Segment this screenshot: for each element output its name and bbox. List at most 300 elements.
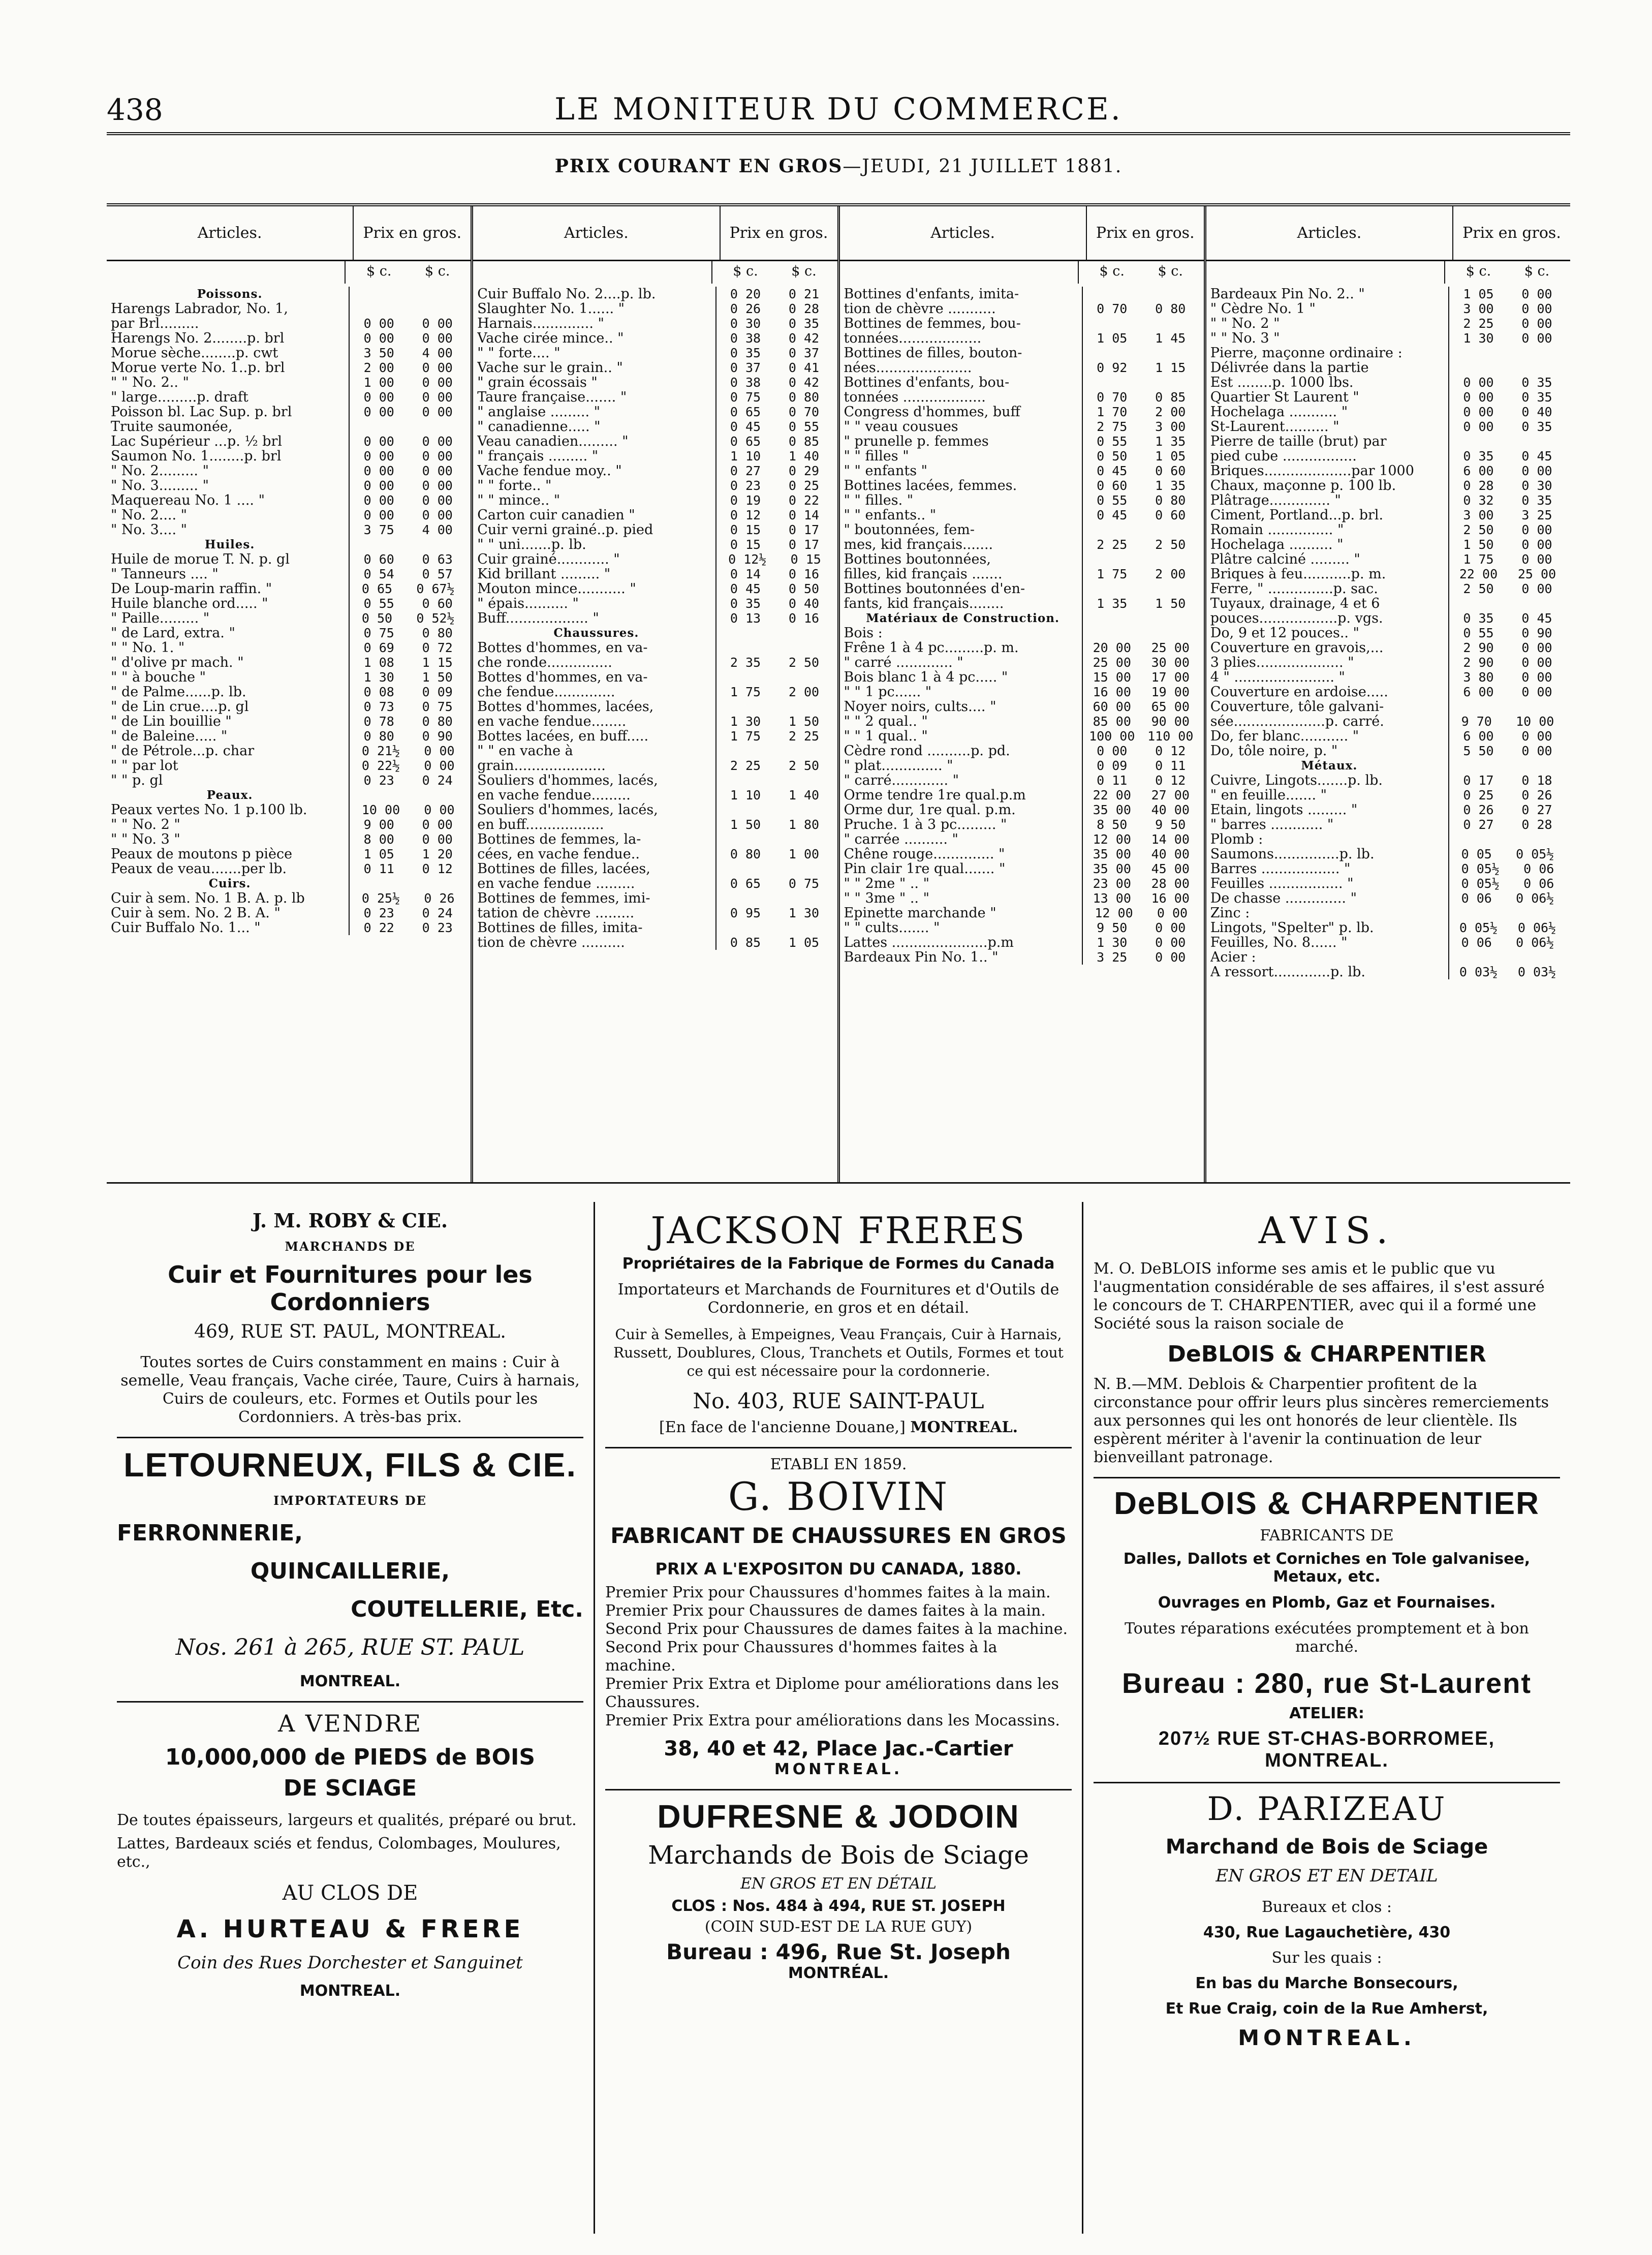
price-high: 65 00 — [1151, 699, 1190, 714]
price-cell — [1448, 847, 1566, 861]
price-high: 0 00 — [1521, 729, 1552, 744]
article-name: Couverture, tôle galvani- — [1210, 699, 1384, 714]
table-row — [844, 935, 1200, 950]
price-high: 0 00 — [1521, 316, 1552, 331]
price-low: 0 21½ — [361, 744, 400, 758]
price-rows — [1206, 284, 1570, 979]
price-high: 30 00 — [1151, 655, 1190, 670]
article-name: Bottines de filles, bouton- — [844, 346, 1022, 360]
price-cell — [1082, 729, 1200, 744]
price-low: 2 25 — [1097, 537, 1128, 552]
table-row — [477, 478, 833, 493]
ad-jackson — [605, 1202, 1072, 1448]
article-name: pied cube ................. — [1210, 449, 1357, 464]
table-row — [844, 390, 1200, 405]
table-row — [844, 699, 1200, 714]
boivin-p2: Premier Prix pour Chaussures de dames faites à la main. — [605, 1602, 1046, 1620]
price-cell — [1448, 699, 1566, 714]
article-name: Bottes d'hommes, lacées, — [477, 699, 654, 714]
article-name: Bottines de filles, lacées, — [477, 861, 650, 876]
price-cell — [1448, 360, 1566, 375]
letourneux-address: Nos. 261 à 265, RUE ST. PAUL — [175, 1634, 525, 1660]
price-high: 1 35 — [1155, 478, 1186, 493]
price-low: 0 08 — [363, 685, 394, 699]
price-high: 0 45 — [1521, 611, 1552, 626]
price-low: 0 65 — [730, 405, 761, 419]
article-name: Kid brillant ......... " — [477, 567, 611, 581]
unit-label: $ c. — [425, 263, 450, 279]
price-low: 0 80 — [363, 729, 394, 744]
article-name: " de Baleine..... " — [111, 729, 228, 744]
price-high: 0 24 — [422, 773, 453, 788]
article-name: Saumons...............p. lb. — [1210, 847, 1375, 861]
price-cell — [1082, 802, 1200, 817]
table-row — [111, 346, 466, 360]
table-row — [844, 758, 1200, 773]
price-low: 2 90 — [1463, 640, 1494, 655]
article-name: Carton cuir canadien " — [477, 508, 635, 522]
price-high: 0 00 — [1155, 935, 1186, 950]
table-row — [844, 626, 1200, 640]
price-high: 0 12 — [422, 861, 453, 876]
table-row — [477, 419, 833, 434]
price-high: 19 00 — [1151, 685, 1190, 699]
price-low: 3 00 — [1463, 508, 1494, 522]
price-cell — [349, 891, 466, 906]
price-cell — [349, 331, 466, 346]
price-high: 1 50 — [788, 714, 820, 729]
table-row — [477, 581, 833, 596]
prix-header: Prix en gros. — [1453, 206, 1570, 261]
price-high: 0 06 — [1523, 876, 1554, 891]
table-row — [111, 611, 466, 626]
table-row — [844, 861, 1200, 876]
articles-header: Articles. — [1206, 206, 1453, 261]
price-low: 2 50 — [1463, 581, 1494, 596]
article-name: " épais.......... " — [477, 596, 579, 611]
table-row — [111, 552, 466, 567]
article-name: Romain ............... " — [1210, 522, 1344, 537]
price-low: 0 28 — [1463, 478, 1494, 493]
price-cell — [715, 493, 833, 508]
table-row — [111, 449, 466, 464]
unit-label: $ c. — [791, 263, 817, 279]
price-column — [107, 206, 473, 1182]
price-low: 0 65 — [730, 434, 761, 449]
article-name: " " forte.... " — [477, 346, 560, 360]
article-name: " " 2 qual.. " — [844, 714, 928, 729]
article-name: en vache fendue ......... — [477, 876, 635, 891]
price-high: 0 72 — [422, 640, 453, 655]
price-cell — [1448, 522, 1566, 537]
units-spacer — [840, 261, 1079, 284]
dufresne-name: DUFRESNE & JODOIN — [657, 1798, 1020, 1835]
price-cell — [349, 861, 466, 876]
price-high: 2 25 — [788, 729, 820, 744]
roby-role: MARCHANDS DE — [285, 1239, 416, 1254]
price-low: 2 50 — [1463, 522, 1494, 537]
price-cell — [1448, 493, 1566, 508]
table-row — [844, 567, 1200, 581]
table-row — [844, 581, 1200, 596]
hurteau-address: Coin des Rues Dorchester et Sanguinet — [177, 1953, 523, 1973]
price-low: 0 00 — [363, 390, 394, 405]
article-name: Bottines d'enfants, bou- — [844, 375, 1010, 390]
deblois-line3: Toutes réparations exécutées promptement et à bon marché. — [1125, 1620, 1529, 1656]
price-high: 0 26 — [1521, 788, 1552, 802]
price-high: 0 40 — [1521, 405, 1552, 419]
price-low: 0 12½ — [728, 552, 767, 567]
price-low: 0 00 — [363, 478, 394, 493]
price-column-body — [840, 206, 1204, 1182]
price-cell — [1448, 434, 1566, 449]
boivin-prize: PRIX A L'EXPOSITON DU CANADA, 1880. — [655, 1559, 1022, 1579]
price-cell — [1448, 729, 1566, 744]
price-high: 1 80 — [788, 817, 820, 832]
article-name: Buff................... " — [477, 611, 599, 626]
hurteau-body2: Lattes, Bardeaux sciés et fendus, Colombages, Moulures, etc., — [117, 1835, 561, 1871]
price-high: 17 00 — [1151, 670, 1190, 685]
deblois-bureau: Bureau : 280, rue St-Laurent — [1122, 1667, 1532, 1699]
price-low: 0 50 — [361, 611, 393, 626]
price-cell — [1082, 287, 1200, 301]
units-labels — [346, 261, 471, 284]
table-row — [111, 360, 466, 375]
article-name: " Cèdre No. 1 " — [1210, 301, 1316, 316]
price-low: 0 19 — [730, 493, 761, 508]
units-row — [1206, 261, 1570, 284]
price-high: 0 00 — [1521, 655, 1552, 670]
article-name: " No. 2......... " — [111, 464, 209, 478]
price-cell — [1448, 906, 1566, 920]
price-cell — [715, 611, 833, 626]
table-row — [1210, 699, 1566, 714]
price-low: 0 20 — [730, 287, 761, 301]
price-low: 5 50 — [1463, 744, 1494, 758]
article-name: " " No. 1. " — [111, 640, 185, 655]
price-low: 0 14 — [730, 567, 761, 581]
price-cell — [349, 788, 466, 802]
price-cell — [715, 434, 833, 449]
table-row — [844, 640, 1200, 655]
table-row — [111, 685, 466, 699]
price-low: 0 54 — [363, 567, 394, 581]
price-low: 0 55 — [1097, 434, 1128, 449]
table-row — [1210, 522, 1566, 537]
column-header — [1206, 206, 1570, 261]
table-row — [1210, 552, 1566, 567]
price-cell — [715, 832, 833, 847]
price-cell — [1448, 788, 1566, 802]
price-cell — [1448, 596, 1566, 611]
article-name: " " veau cousues — [844, 419, 958, 434]
price-column-body — [107, 206, 471, 1182]
price-cell — [1448, 802, 1566, 817]
table-row — [1210, 596, 1566, 611]
price-cell — [1448, 316, 1566, 331]
price-high: 1 15 — [422, 655, 453, 670]
table-row — [111, 699, 466, 714]
price-cell — [349, 773, 466, 788]
price-cell — [715, 405, 833, 419]
table-row — [477, 788, 833, 802]
boivin-p5: Premier Prix Extra et Diplome pour améliorations dans les Chaussures. — [605, 1675, 1059, 1711]
ad-roby — [117, 1202, 583, 1438]
price-low: 0 75 — [363, 626, 394, 640]
price-high: 0 45 — [1521, 449, 1552, 464]
article-name: Hochelaga .......... " — [1210, 537, 1344, 552]
price-cell — [1082, 360, 1200, 375]
price-high: 2 00 — [1155, 405, 1186, 419]
parizeau-name: D. PARIZEAU — [1207, 1790, 1447, 1828]
article-name: Slaughter No. 1...... " — [477, 301, 625, 316]
article-name: St-Laurent.......... " — [1210, 419, 1339, 434]
price-low: 0 05 — [1461, 847, 1492, 861]
price-cell — [349, 626, 466, 640]
price-cell — [1448, 920, 1566, 935]
price-low: 6 00 — [1463, 729, 1494, 744]
price-cell — [1448, 346, 1566, 360]
price-high: 0 26 — [424, 891, 455, 906]
table-row — [1210, 640, 1566, 655]
price-cell — [1082, 567, 1200, 581]
letourneux-line1: FERRONNERIE, — [117, 1520, 303, 1546]
table-row — [111, 847, 466, 861]
price-low: 0 00 — [363, 316, 394, 331]
section-label: Poissons. — [197, 287, 263, 301]
article-name: Bottes lacées, en buff..... — [477, 729, 649, 744]
article-name: filles, kid français ....... — [844, 567, 1003, 581]
article-name: nées...................... — [844, 360, 972, 375]
table-row — [477, 390, 833, 405]
price-low: 2 35 — [730, 655, 761, 670]
table-row — [111, 581, 466, 596]
price-cell — [1082, 758, 1200, 773]
article-name: Briques à feu...........p. m. — [1210, 567, 1386, 581]
dufresne-sub: EN GROS ET EN DÉTAIL — [740, 1875, 937, 1893]
article-name: Zinc : — [1210, 906, 1250, 920]
article-name: Epinette marchande " — [844, 906, 996, 920]
price-cell — [1082, 331, 1200, 346]
article-name: tion de chèvre ........... — [844, 301, 996, 316]
table-row — [477, 508, 833, 522]
price-high: 0 00 — [1155, 920, 1186, 935]
price-cell — [1082, 876, 1200, 891]
table-row — [844, 802, 1200, 817]
article-name: Poisson bl. Lac Sup. p. brl — [111, 405, 292, 419]
table-row — [477, 301, 833, 316]
article-name: " " p. gl — [111, 773, 163, 788]
dufresne-title: Marchands de Bois de Sciage — [648, 1840, 1029, 1870]
unit-label: $ c. — [1158, 263, 1183, 279]
price-cell — [349, 699, 466, 714]
price-high: 1 05 — [1155, 449, 1186, 464]
table-row — [1210, 714, 1566, 729]
price-high: 0 25 — [788, 478, 820, 493]
ad-parizeau — [1094, 1783, 1560, 2060]
price-cell — [1082, 434, 1200, 449]
table-row — [111, 478, 466, 493]
article-name: " " 1 qual.. " — [844, 729, 928, 744]
article-name: Truite saumonée, — [111, 419, 233, 434]
article-name: " de Pétrole...p. char — [111, 744, 255, 758]
section-heading — [111, 287, 466, 301]
price-cell — [1082, 537, 1200, 552]
unit-label: $ c. — [366, 263, 392, 279]
table-row — [111, 331, 466, 346]
table-row — [844, 773, 1200, 788]
avis-firm: DeBLOIS & CHARPENTIER — [1167, 1341, 1486, 1367]
letourneux-line2: QUINCAILLERIE, — [250, 1558, 450, 1584]
column-header — [840, 206, 1204, 261]
price-cell — [715, 331, 833, 346]
price-cell — [1082, 788, 1200, 802]
deblois-role: FABRICANTS DE — [1260, 1527, 1394, 1544]
units-row — [107, 261, 471, 284]
article-name: mes, kid français....... — [844, 537, 993, 552]
price-high: 0 21 — [788, 287, 820, 301]
price-high: 16 00 — [1151, 891, 1190, 906]
table-row — [111, 802, 466, 817]
price-high: 3 25 — [1521, 508, 1552, 522]
table-row — [1210, 729, 1566, 744]
price-high: 4 00 — [422, 522, 453, 537]
price-low: 1 30 — [1097, 935, 1128, 950]
price-cell — [715, 655, 833, 670]
article-name: Hochelaga ........... " — [1210, 405, 1348, 419]
price-cell — [1082, 478, 1200, 493]
price-low: 0 35 — [1463, 449, 1494, 464]
price-high: 0 00 — [1521, 537, 1552, 552]
price-high: 0 41 — [788, 360, 820, 375]
table-row — [111, 567, 466, 581]
article-name: " " uni.......p. lb. — [477, 537, 586, 552]
price-cell — [1448, 567, 1566, 581]
price-high: 90 00 — [1151, 714, 1190, 729]
article-name: tion de chèvre .......... — [477, 935, 625, 950]
price-cell — [1082, 375, 1200, 390]
table-row — [844, 464, 1200, 478]
price-low: 0 35 — [1463, 611, 1494, 626]
table-row — [111, 729, 466, 744]
table-row — [844, 449, 1200, 464]
table-row — [111, 817, 466, 832]
price-cell — [1448, 626, 1566, 640]
table-row — [1210, 788, 1566, 802]
article-name: Plomb : — [1210, 832, 1263, 847]
price-cell — [1082, 699, 1200, 714]
roby-body: Toutes sortes de Cuirs constamment en mains : Cuir à semelle, Veau français, Vache cirée, Taure, Cuirs à harnais, Cuirs de couleurs, etc. Formes et Outils pour les Cordonniers. A très-bas prix. — [120, 1353, 580, 1426]
article-name: Bois : — [844, 626, 883, 640]
price-cell — [1082, 522, 1200, 537]
price-low: 2 75 — [1097, 419, 1128, 434]
price-low: 0 73 — [363, 699, 394, 714]
price-high: 0 75 — [788, 876, 820, 891]
price-high: 0 00 — [1521, 552, 1552, 567]
article-name: Délivrée dans la partie — [1210, 360, 1369, 375]
article-name: Cuir Buffalo No. 2....p. lb. — [477, 287, 656, 301]
ad-column-middle — [595, 1202, 1083, 2234]
table-row — [1210, 832, 1566, 847]
price-cell — [349, 567, 466, 581]
table-row — [477, 876, 833, 891]
table-row — [477, 611, 833, 626]
price-high: 0 06½ — [1516, 891, 1554, 906]
table-row — [111, 493, 466, 508]
table-row — [844, 552, 1200, 567]
price-low: 2 25 — [1463, 316, 1494, 331]
units-row — [840, 261, 1204, 284]
price-low: 0 55 — [1097, 493, 1128, 508]
price-cell — [1448, 552, 1566, 567]
article-name: Cuir à sem. No. 2 B. A. " — [111, 906, 280, 920]
article-name: " " No. 2 " — [111, 817, 180, 832]
price-low: 0 75 — [730, 390, 761, 405]
price-cell — [349, 346, 466, 360]
table-row — [477, 493, 833, 508]
article-name: " " No. 3 " — [111, 832, 180, 847]
price-cell — [715, 773, 833, 788]
roby-address: 469, RUE ST. PAUL, MONTREAL. — [194, 1321, 506, 1342]
price-table — [107, 203, 1570, 1184]
price-high: 0 35 — [1521, 375, 1552, 390]
article-name: Chaux, maçonne p. 100 lb. — [1210, 478, 1396, 493]
article-name: Ferre, " ...............p. sac. — [1210, 581, 1378, 596]
table-row — [844, 788, 1200, 802]
price-cell — [349, 464, 466, 478]
article-name: " de Lard, extra. " — [111, 626, 235, 640]
price-low: 0 00 — [363, 405, 394, 419]
price-cell — [715, 508, 833, 522]
price-high: 0 00 — [424, 744, 455, 758]
price-high: 0 00 — [1521, 685, 1552, 699]
price-cell — [715, 626, 833, 640]
price-low: 100 00 — [1089, 729, 1135, 744]
price-high: 0 27 — [1521, 802, 1552, 817]
price-cell — [715, 714, 833, 729]
price-low: 0 30 — [730, 316, 761, 331]
article-name: " No. 2.... " — [111, 508, 188, 522]
table-row — [477, 552, 833, 567]
price-high: 0 00 — [422, 493, 453, 508]
article-name: " " filles. " — [844, 493, 914, 508]
table-row — [844, 493, 1200, 508]
price-cell — [1448, 581, 1566, 596]
price-cell — [1448, 287, 1566, 301]
price-cell — [715, 287, 833, 301]
price-cell — [715, 876, 833, 891]
price-low: 0 27 — [730, 464, 761, 478]
price-low: 1 10 — [730, 449, 761, 464]
price-cell — [715, 419, 833, 434]
table-row — [477, 537, 833, 552]
article-name: " No. 3......... " — [111, 478, 209, 493]
price-cell — [715, 464, 833, 478]
price-low: 20 00 — [1093, 640, 1131, 655]
price-high: 0 80 — [1155, 493, 1186, 508]
price-high: 40 00 — [1151, 847, 1190, 861]
price-cell — [1448, 876, 1566, 891]
table-row — [844, 405, 1200, 419]
article-name: Cuir grainé............ " — [477, 552, 620, 567]
price-low: 0 65 — [361, 581, 393, 596]
table-row — [844, 301, 1200, 316]
table-row — [1210, 847, 1566, 861]
price-cell — [715, 581, 833, 596]
article-name: tation de chèvre ......... — [477, 906, 635, 920]
price-cell — [715, 788, 833, 802]
price-low: 60 00 — [1093, 699, 1131, 714]
